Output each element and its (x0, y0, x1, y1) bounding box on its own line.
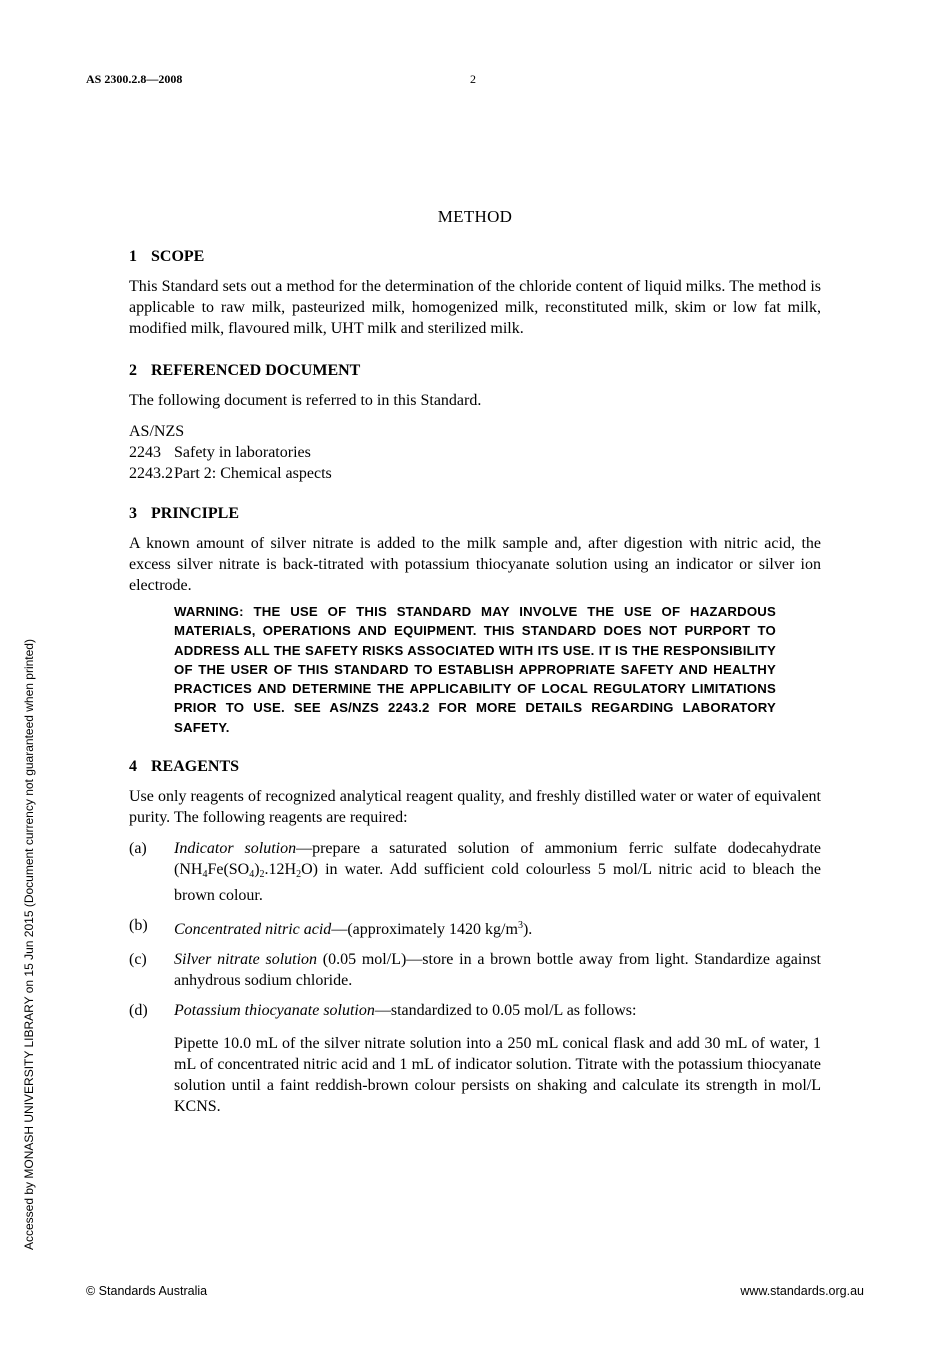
section-number: 3 (129, 505, 137, 522)
section-heading-principle (129, 504, 821, 524)
item-label: (b) (129, 917, 148, 935)
reagents-intro: Use only reagents of recognized analytical reagent quality, and freshly distilled water or water of equivalent purity. The following reagents are required: (129, 788, 821, 827)
reagent-name: Silver nitrate solution (174, 951, 318, 969)
reference-item (129, 463, 821, 484)
reagent-name: Potassium thiocyanate solution (174, 1002, 375, 1020)
section-heading-referenced (129, 361, 821, 381)
reference-standard: AS/NZS (129, 423, 185, 440)
section-heading-scope (129, 247, 821, 267)
section-title: PRINCIPLE (151, 505, 240, 522)
reference-title: Part 2: Chemical aspects (174, 465, 332, 482)
section-number: 2 (129, 362, 137, 379)
reagent-name: Indicator solution (174, 840, 297, 858)
document-body (129, 206, 821, 1133)
item-text: Indicator solution—prepare a saturated solution of ammonium ferric sulfate dodecahydrate $(NH_4Fe(SO_4)_2.12H_2O)$ in water. Add sufficient cold colourless 5 mol/L nitric acid to bleach the brown colour. (174, 840, 822, 905)
page-title: METHOD (437, 207, 513, 226)
item-text: Silver nitrate solution (0.05 mol/L)—store in a brown bottle away from light. Standardize against anhydrous sodium chloride. (174, 951, 822, 990)
section-number: 4 (129, 758, 137, 776)
principle-text: A known amount of silver nitrate is added to the milk sample and, after digestion with nitric acid, the excess silver nitrate is back-titrated with potassium thiocyanate solution using an indicator or silver ion electrode. (129, 535, 821, 594)
item-label: (a) (129, 840, 147, 858)
item-label: (c) (129, 951, 147, 969)
referenced-intro: The following document is referred to in this Standard. (129, 392, 482, 409)
reference-number: 2243 (129, 444, 161, 461)
page-number: 2 (470, 72, 476, 86)
reagent-name: Concentrated nitric acid (174, 921, 332, 939)
item-label: (d) (129, 1002, 148, 1020)
reference-list (129, 421, 821, 484)
reference-number: 2243.2 (129, 465, 173, 482)
standardization-procedure: Pipette 10.0 mL of the silver nitrate solution into a 250 mL conical flask and add 30 mL of water, 1 mL of concentrated nitric acid and 1 mL of indicator solution. Titrate with the potassium thiocyanate solution until a faint reddish-brown colour persists on shaking and calculate its strength in mol/L KCNS. (174, 1035, 821, 1116)
item-text: Concentrated nitric acid—(approximately 1420 $kg/m^3$). (174, 920, 533, 939)
section-number: 1 (129, 248, 137, 265)
section-title: REFERENCED DOCUMENT (151, 362, 361, 379)
section-title: REAGENTS (151, 758, 240, 776)
footer-copyright: © Standards Australia (86, 1284, 208, 1298)
scope-text: This Standard sets out a method for the determination of the chloride content of liquid milks. The method is applicable to raw milk, pasteurized milk, homogenized milk, reconstituted milk, skim or low fat milk, modified milk, flavoured milk, UHT milk and sterilized milk. (129, 278, 821, 337)
item-text: Potassium thiocyanate solution—standardized to 0.05 mol/L as follows: (174, 1002, 637, 1020)
safety-warning: WARNING: THE USE OF THIS STANDARD MAY INVOLVE THE USE OF HAZARDOUS MATERIALS, OPERATIONS AND EQUIPMENT. THIS STANDARD DOES NOT PURPORT TO ADDRESS ALL THE SAFETY RISKS ASSOCIATED WITH ITS USE. IT IS THE RESPONSIBILITY OF THE USER OF THIS STANDARD TO ESTABLISH APPROPRIATE SAFETY AND HEALTHY PRACTICES AND DETERMINE THE APPLICABILITY OF LOCAL REGULATORY LIMITATIONS PRIOR TO USE. SEE AS/NZS 2243.2 FOR MORE DETAILS REGARDING LABORATORY SAFETY. (174, 604, 776, 735)
reference-title: Safety in laboratories (174, 444, 311, 461)
reagent-item-a (129, 838, 821, 906)
reference-item (129, 442, 821, 463)
reagent-item-c (129, 949, 821, 991)
reagent-item-b (129, 915, 821, 940)
footer-website-link[interactable]: www.standards.org.au (740, 1284, 864, 1298)
section-title: SCOPE (151, 248, 205, 265)
standard-id: AS 2300.2.8—2008 (86, 72, 183, 86)
section-heading-reagents (129, 757, 821, 777)
access-notice: Accessed by MONASH UNIVERSITY LIBRARY on 15 Jun 2015 (Document currency not guaranteed when printed) (22, 639, 36, 1250)
reagent-item-d (129, 1000, 821, 1021)
